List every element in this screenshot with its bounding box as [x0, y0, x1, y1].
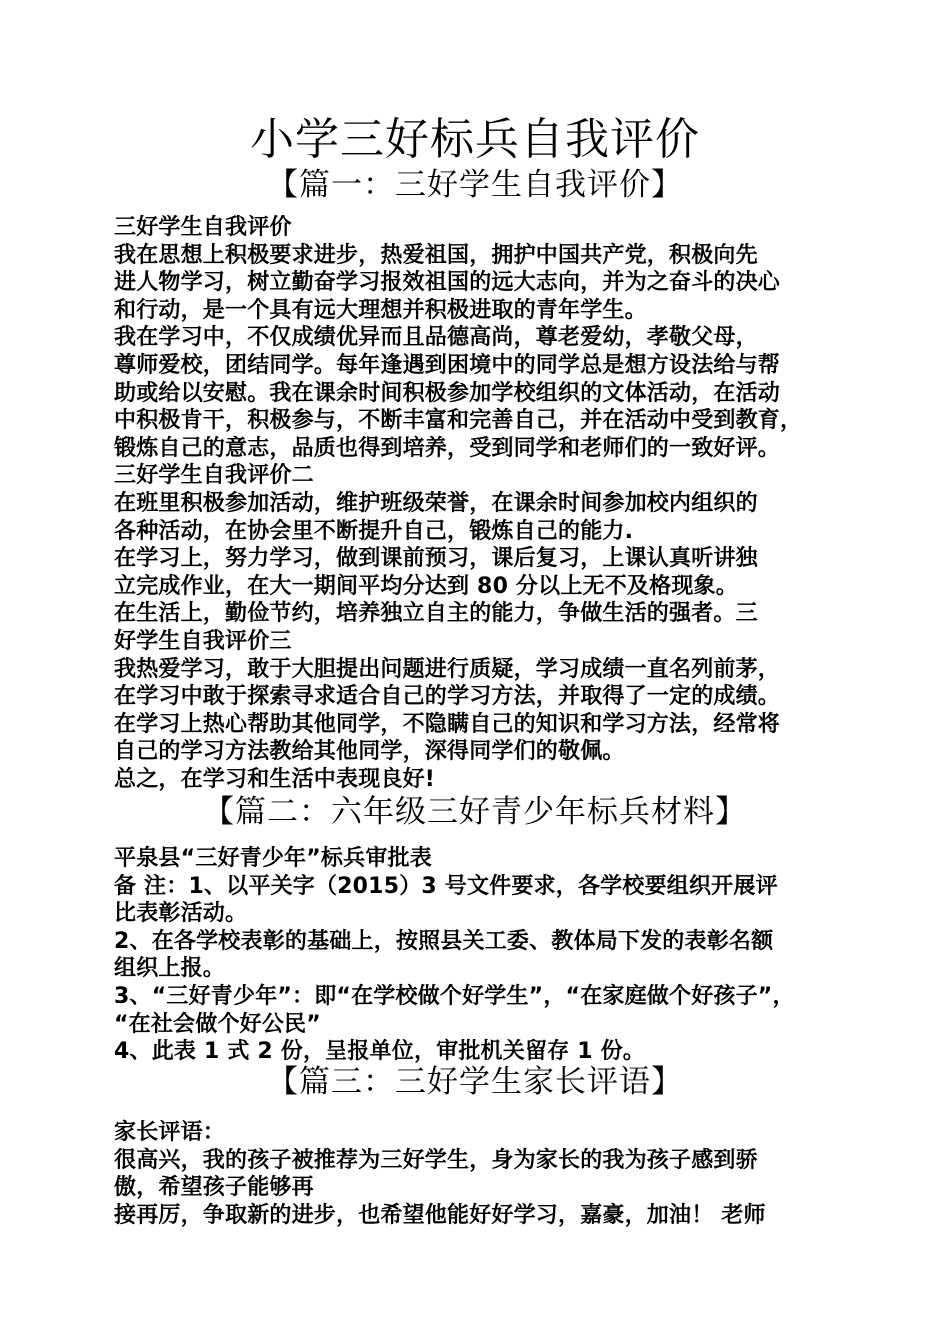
text-line: 接再厉，争取新的进步，也希望他能好好学习，嘉豪，加油！ 老师	[114, 1202, 766, 1228]
text-line: 在学习上热心帮助其他同学，不隐瞒自己的知识和学习方法，经常将	[114, 711, 781, 737]
text-line: 4、此表 1 式 2 份，呈报单位，审批机关留存 1 份。	[114, 1039, 645, 1065]
text-line: 在班里积极参加活动，维护班级荣誉，在课余时间参加校内组织的	[114, 490, 758, 516]
section-1-heading: 【篇一：三好学生自我评价】	[267, 167, 683, 203]
text-line: 助或给以安慰。我在课余时间积极参加学校组织的文体活动，在活动	[114, 380, 781, 406]
text-line: 和行动，是一个具有远大理想并积极进取的青年学生。	[114, 297, 647, 323]
page-title: 小学三好标兵自我评价	[250, 114, 700, 165]
text-line: 在生活上，勤俭节约，培养独立自主的能力，争做生活的强者。三	[114, 601, 758, 627]
section-2-body	[114, 845, 854, 1066]
text-line: 尊师爱校，团结同学。每年逢遇到困境中的同学总是想方设法给与帮	[114, 352, 781, 378]
section-3-body	[114, 1119, 854, 1229]
text-line: 在学习中敢于探索寻求适合自己的学习方法，并取得了一定的成绩。	[114, 684, 781, 710]
text-line: 中积极肯干，积极参与，不断丰富和完善自己，并在活动中受到教育，	[114, 408, 803, 434]
text-line: 总之，在学习和生活中表现良好!	[114, 766, 436, 792]
text-line: 家长评语：	[114, 1120, 226, 1145]
text-line: 我在学习中，不仅成绩优异而且品德高尚，尊老爱幼，孝敬父母，	[114, 325, 758, 351]
text-line: 傲，希望孩子能够再	[114, 1175, 314, 1201]
text-line: 好学生自我评价三	[114, 628, 292, 654]
text-line: 比表彰活动。	[114, 901, 248, 927]
text-line: 2、在各学校表彰的基础上，按照县关工委、教体局下发的表彰名额	[114, 928, 774, 954]
text-line: 三好学生自我评价二	[114, 463, 314, 489]
text-line: 各种活动，在协会里不断提升自己，锻炼自己的能力.	[114, 518, 634, 544]
text-line: 进人物学习，树立勤奋学习报效祖国的远大志向，并为之奋斗的决心	[114, 270, 781, 296]
section-3-heading: 【篇三：三好学生家长评语】	[267, 1064, 683, 1100]
text-line: 组织上报。	[114, 956, 226, 982]
text-line: 在学习上，努力学习，做到课前预习，课后复习，上课认真听讲独	[114, 546, 758, 572]
text-line: 我在思想上积极要求进步，热爱祖国，拥护中国共产党，积极向先	[114, 242, 758, 268]
text-line: 很高兴，我的孩子被推荐为三好学生，身为家长的我为孩子感到骄	[114, 1147, 758, 1173]
section-2-heading: 【篇二：六年级三好青少年标兵材料】	[203, 794, 747, 830]
text-line: 自己的学习方法教给其他同学，深得同学们的敬佩。	[114, 739, 625, 765]
text-line: “在社会做个好公民”	[114, 1011, 321, 1037]
text-line: 备 注：1、以平关字（2015）3 号文件要求，各学校要组织开展评	[114, 873, 778, 899]
text-line: 立完成作业，在大一期间平均分达到 80 分以上无不及格现象。	[114, 573, 738, 599]
text-line: 三好学生自我评价	[114, 215, 292, 240]
text-line: 平泉县“三好青少年”标兵审批表	[114, 846, 432, 871]
text-line: 3、“三好青少年”：即“在学校做个好学生”，“在家庭做个好孩子”，	[114, 983, 795, 1009]
section-1-body	[114, 214, 854, 793]
text-line: 锻炼自己的意志，品质也得到培养，受到同学和老师们的一致好评。	[114, 435, 781, 461]
text-line: 我热爱学习，敢于大胆提出问题进行质疑，学习成绩一直名列前茅，	[114, 656, 781, 682]
